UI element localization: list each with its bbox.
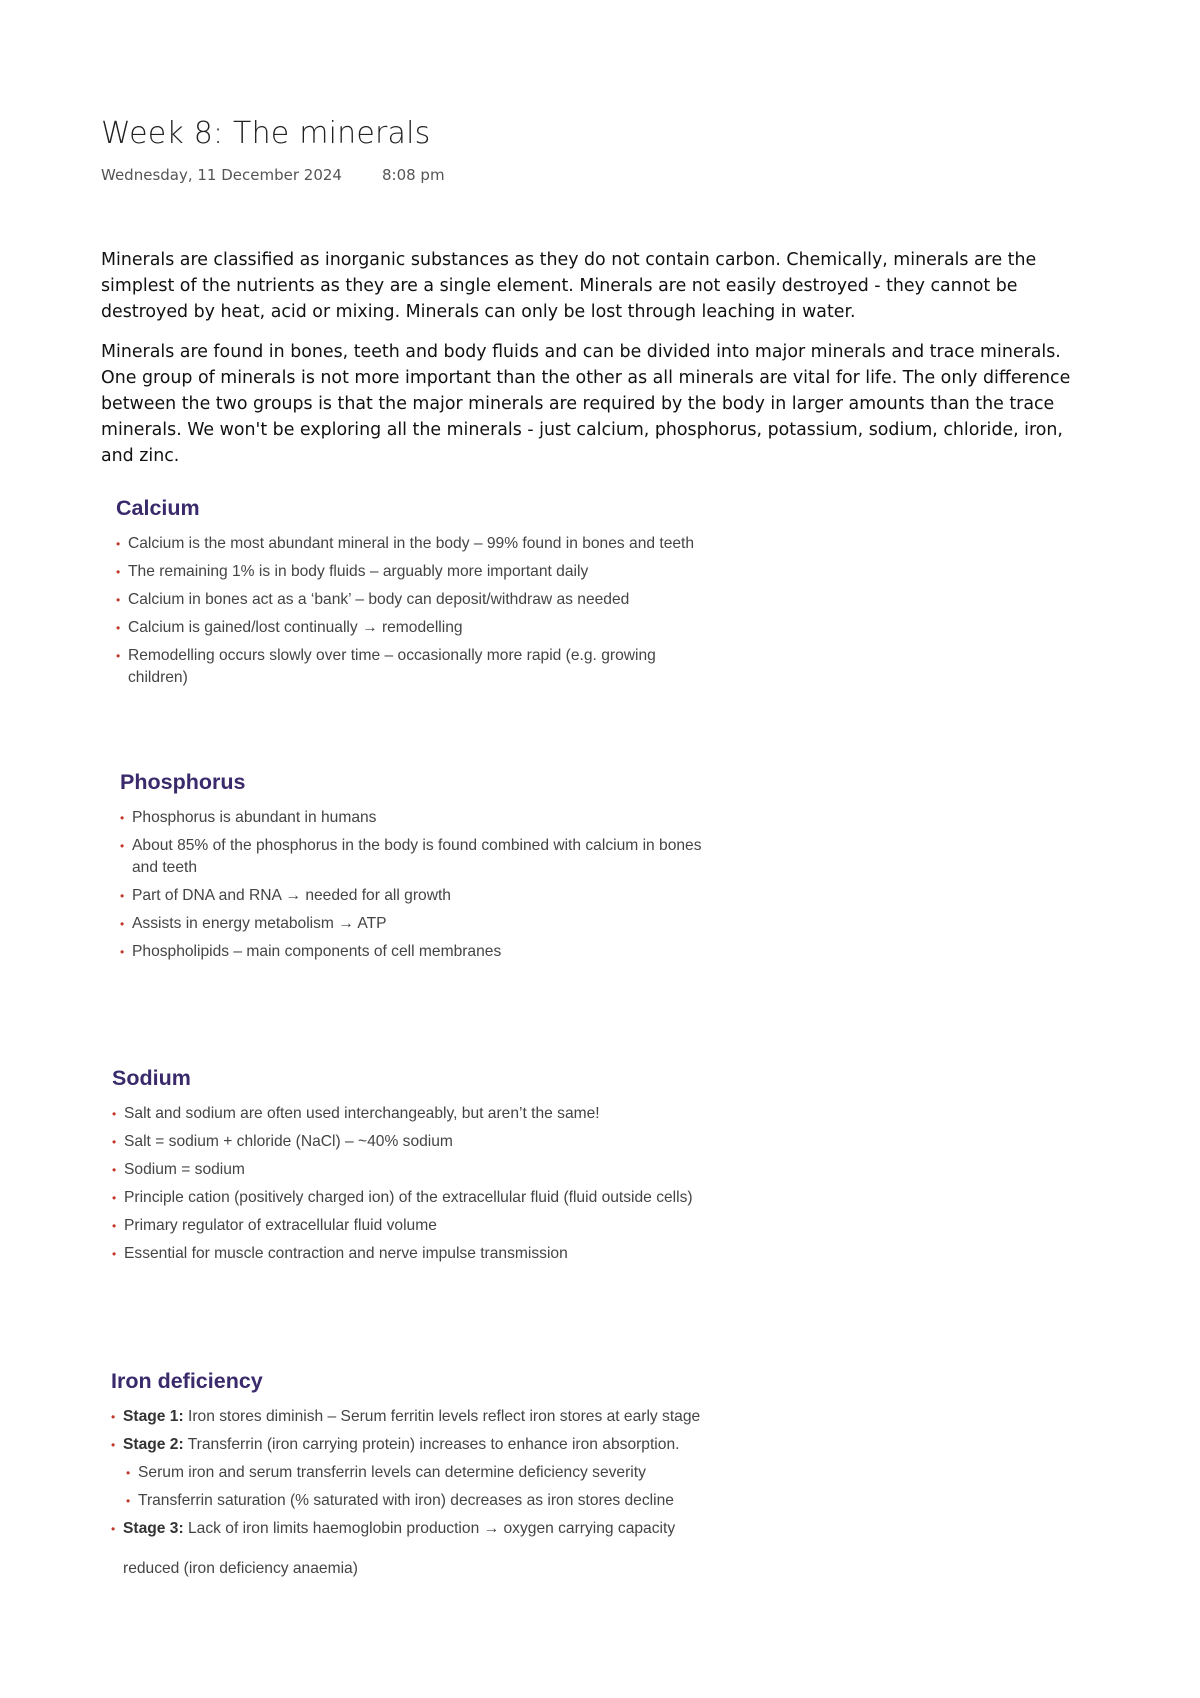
list-item: • Principle cation (positively charged ion) of the extracellular fluid (fluid outside cells) — [112, 1189, 693, 1206]
list-item: • Transferrin saturation (% saturated with iron) decreases as iron stores decline — [126, 1492, 674, 1509]
phosphorus-heading: Phosphorus — [120, 770, 246, 794]
calcium-list — [116, 533, 696, 689]
list-item: • Calcium is gained/lost continually → remodelling — [116, 619, 463, 636]
iron-deficiency-heading: Iron deficiency — [111, 1369, 263, 1393]
list-item: • Stage 2: Transferrin (iron carrying protein) increases to enhance iron absorption. — [111, 1436, 680, 1453]
intro-paragraph: Minerals are classified as inorganic substances as they do not contain carbon. Chemically, minerals are the simplest of the nutrients as they are a single element. Minerals are not easily destroyed - they cannot be destroyed by heat, acid or mixing. Minerals can only be lost through leaching in water. — [101, 250, 1037, 322]
list-item: • Stage 3: Lack of iron limits haemoglobin production → oxygen carrying capacity — [111, 1520, 676, 1537]
list-item: • The remaining 1% is in body fluids – arguably more important daily — [116, 563, 589, 580]
classification-paragraph: Minerals are found in bones, teeth and body fluids and can be divided into major minerals and trace minerals. One group of minerals is not more important than the other as all minerals are vital for life. The only difference between the two groups is that the major minerals are required by the body in larger amounts than the trace minerals. We won't be exploring all the minerals - just calcium, phosphorus, potassium, sodium, chloride, iron, and zinc. — [101, 342, 1071, 466]
list-item: • Essential for muscle contraction and nerve impulse transmission — [112, 1245, 568, 1262]
page-timestamp — [101, 166, 445, 184]
list-item: • Serum iron and serum transferrin levels can determine deficiency severity — [126, 1464, 646, 1481]
list-item: • Assists in energy metabolism → ATP — [120, 915, 387, 932]
sodium-list — [112, 1103, 722, 1265]
list-item: • Part of DNA and RNA → needed for all growth — [120, 887, 451, 904]
page-date: Wednesday, 11 December 2024 — [101, 166, 342, 184]
page-title: Week 8: The minerals — [101, 116, 431, 151]
list-item: • About 85% of the phosphorus in the body is found combined with calcium in bones and teeth — [120, 837, 702, 876]
calcium-heading: Calcium — [116, 496, 200, 520]
list-item: • Salt and sodium are often used interchangeably, but aren’t the same! — [112, 1105, 600, 1122]
sodium-heading: Sodium — [112, 1066, 191, 1090]
list-item: • Salt = sodium + chloride (NaCl) – ~40% sodium — [112, 1133, 453, 1150]
clipped-text-line: reduced (iron deficiency anaemia) — [123, 1560, 358, 1577]
phosphorus-slide — [120, 770, 710, 969]
list-item: • Calcium is the most abundant mineral in the body – 99% found in bones and teeth — [116, 535, 695, 552]
list-item: • Calcium in bones act as a ‘bank’ – body can deposit/withdraw as needed — [116, 591, 630, 608]
phosphorus-list — [120, 807, 710, 963]
page-time: 8:08 pm — [381, 166, 445, 184]
calcium-slide — [116, 496, 696, 695]
list-item: • Phosphorus is abundant in humans — [120, 809, 377, 826]
list-item: • Sodium = sodium — [112, 1161, 245, 1178]
iron-deficiency-list — [111, 1406, 751, 1540]
iron-deficiency-slide — [111, 1369, 751, 1546]
list-item: • Primary regulator of extracellular fluid volume — [112, 1217, 437, 1234]
list-item: • Remodelling occurs slowly over time – occasionally more rapid (e.g. growing children) — [116, 647, 656, 686]
list-item: • Phospholipids – main components of cell membranes — [120, 943, 502, 960]
sodium-slide — [112, 1066, 722, 1271]
list-item: • Stage 1: Iron stores diminish – Serum ferritin levels reflect iron stores at early stage — [111, 1408, 701, 1425]
